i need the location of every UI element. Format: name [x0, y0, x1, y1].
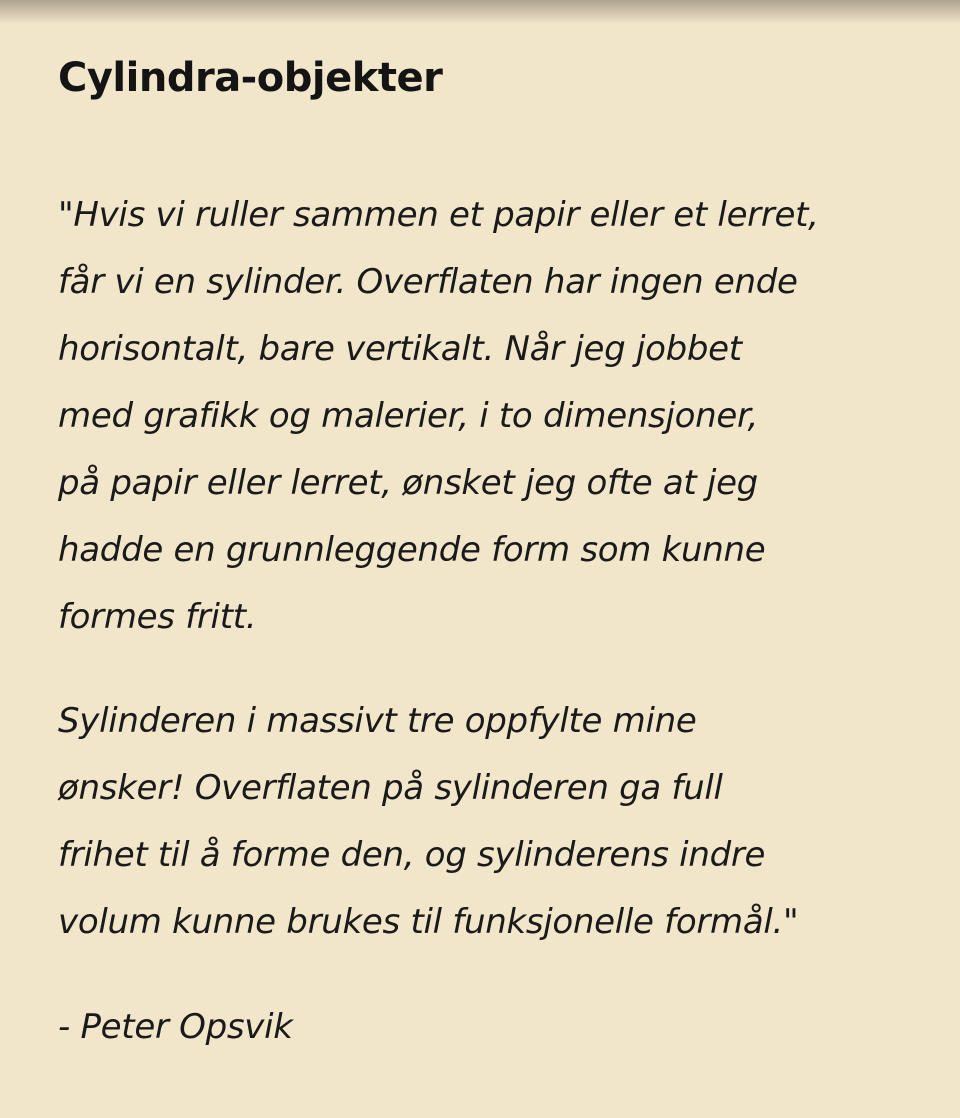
quote-paragraph-2 — [58, 688, 908, 956]
quote-line: frihet til å forme den, og sylinderens indre — [58, 835, 766, 875]
quote-line: Sylinderen i massivt tre oppfylte mine — [58, 701, 697, 741]
article-content — [58, 52, 908, 1061]
quote-line: horisontalt, bare vertikalt. Når jeg jobbet — [58, 329, 742, 369]
quote-line: får vi en sylinder. Overflaten har ingen ende — [58, 262, 798, 302]
quote-line: volum kunne brukes til funksjonelle formål." — [58, 902, 799, 942]
quote-line: ønsker! Overflaten på sylinderen ga full — [58, 768, 723, 808]
quote-line: på papir eller lerret, ønsket jeg ofte at jeg — [58, 463, 758, 503]
quote-line: hadde en grunnleggende form som kunne — [58, 530, 766, 570]
quote-paragraph-1 — [58, 182, 908, 651]
quote-line: med grafikk og malerier, i to dimensjoner, — [58, 396, 759, 436]
top-shadow — [0, 0, 960, 24]
quote-line: formes fritt. — [58, 597, 257, 637]
page-title: Cylindra-objekter — [58, 55, 443, 101]
quote-attribution: - Peter Opsvik — [58, 1007, 293, 1047]
quote-line: "Hvis vi ruller sammen et papir eller et lerret, — [58, 195, 819, 235]
